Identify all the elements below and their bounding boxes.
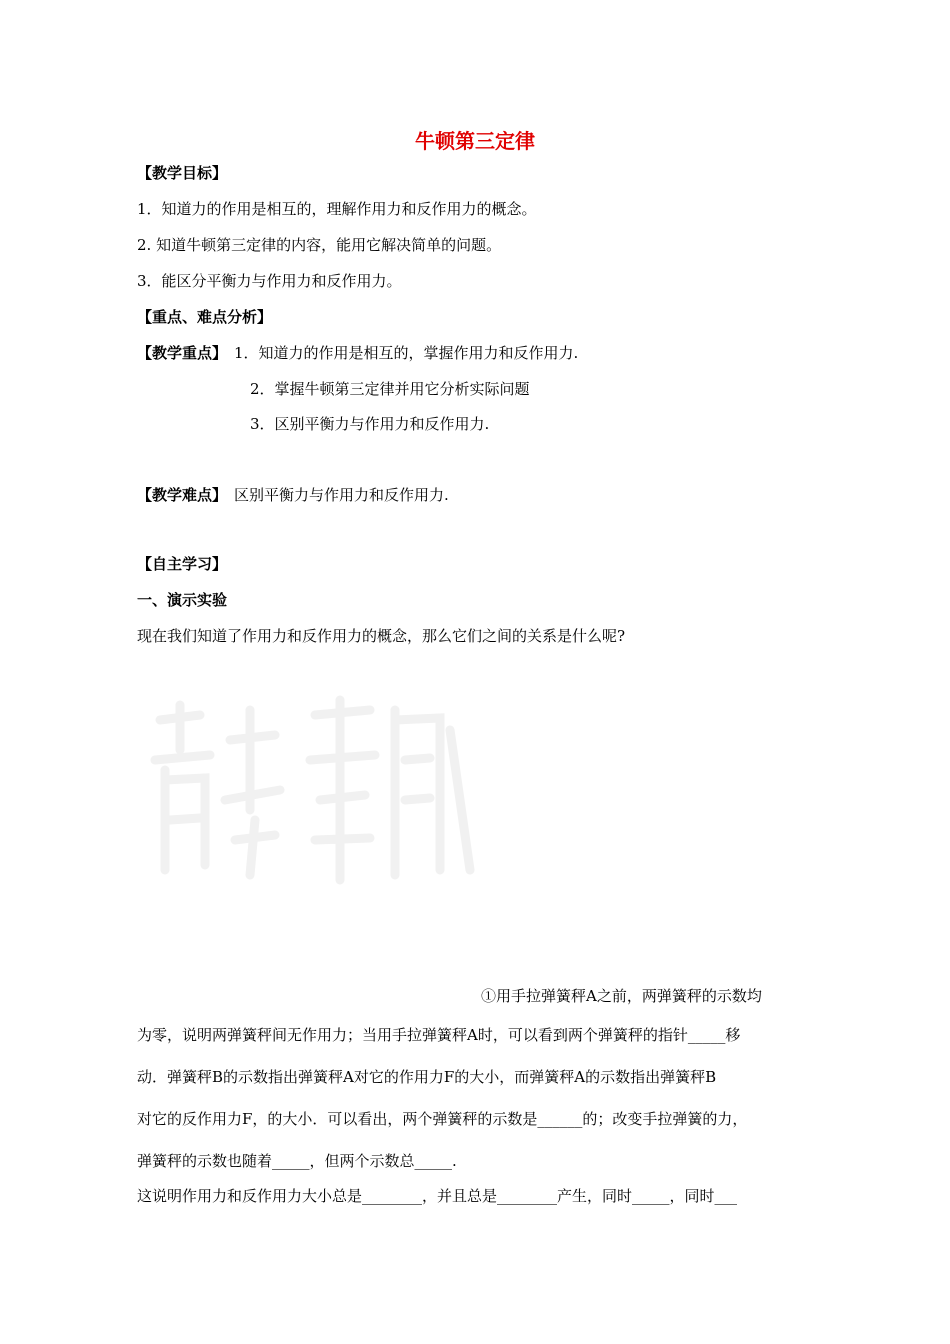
emphasis-item-3: 3．区别平衡力与作用力和反作用力. <box>250 415 490 433</box>
section-title-demo: 一、演示实验 <box>137 591 228 609</box>
watermark-image <box>140 690 480 890</box>
self-study-heading: 【自主学习】 <box>137 555 228 573</box>
experiment-line-1: ①用手拉弹簧秤A之前，两弹簧秤的示数均 <box>481 987 762 1005</box>
experiment-line-4: 对它的反作用力F，的大小．可以看出，两个弹簧秤的示数是______的；改变手拉弹簧的力， <box>137 1110 748 1128</box>
emphasis-item-2: 2．掌握牛顿第三定律并用它分析实际问题 <box>250 380 530 398</box>
experiment-line-3: 动．弹簧秤B的示数指出弹簧秤A对它的作用力F的大小，而弹簧秤A的示数指出弹簧秤B <box>137 1068 717 1086</box>
experiment-line-2: 为零，说明两弹簧秤间无作用力；当用手拉弹簧秤A时，可以看到两个弹簧秤的指针_____移 <box>137 1026 741 1044</box>
objective-item-1: 1．知道力的作用是相互的，理解作用力和反作用力的概念。 <box>137 200 537 218</box>
difficulty-text: 区别平衡力与作用力和反作用力. <box>234 486 449 504</box>
intro-text: 现在我们知道了作用力和反作用力的概念，那么它们之间的关系是什么呢? <box>137 627 626 645</box>
difficulty-label: 【教学难点】 <box>137 486 228 504</box>
emphasis-label: 【教学重点】 <box>137 344 228 362</box>
experiment-line-5: 弹簧秤的示数也随着_____，但两个示数总_____. <box>137 1152 457 1170</box>
objective-item-2: 2. 知道牛顿第三定律的内容，能用它解决简单的问题。 <box>137 236 502 254</box>
experiment-line-6: 这说明作用力和反作用力大小总是________，并且总是________产生，同时_____，同时___ <box>137 1187 738 1205</box>
page-title: 牛顿第三定律 <box>415 129 535 153</box>
objective-item-3: 3．能区分平衡力与作用力和反作用力。 <box>137 272 402 290</box>
objectives-heading: 【教学目标】 <box>137 164 228 182</box>
emphasis-item-1: 1．知道力的作用是相互的，掌握作用力和反作用力. <box>234 344 579 362</box>
key-points-heading: 【重点、难点分析】 <box>137 308 273 326</box>
